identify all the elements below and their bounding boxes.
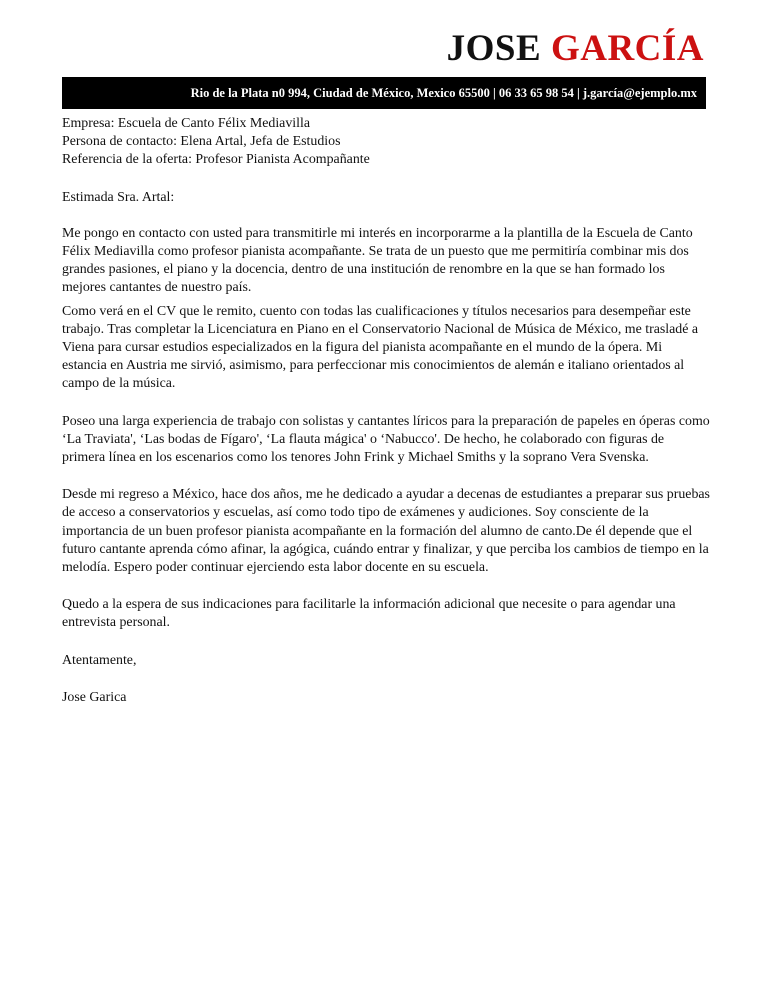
paragraph: Quedo a la espera de sus indicaciones para facilitarle la información adicional que necesite o para agendar una entrevista personal. bbox=[62, 597, 676, 631]
contact-bar bbox=[62, 77, 706, 109]
letter-body bbox=[62, 115, 710, 707]
company-line: Empresa: Escuela de Canto Félix Mediavilla bbox=[62, 116, 311, 131]
contact-person-line: Persona de contacto: Elena Artal, Jefa de Estudios bbox=[62, 134, 341, 150]
paragraph: Me pongo en contacto con usted para transmitirle mi interés en incorporarme a la plantilla de la Escuela de Canto Félix Mediavilla como profesor pianista acompañante. Se trata de un puesto que me permitiría combinar mis dos grandes pasiones, el piano y la docencia, dentro de una institución de renombre en la que se han formado los mejores cantantes de nuestro país. bbox=[62, 225, 693, 296]
paragraph: Desde mi regreso a México, hace dos años, me he dedicado a ayudar a decenas de estudiantes a preparar sus pruebas de acceso a conservatorios y escuelas, así como todo tipo de exámenes y audiciones. Soy consciente de la importancia de un buen profesor pianista acompañante en la formación del alumno de canto.De él depende que el futuro cantante aprenda cómo afinar, la agógica, cuándo entrar y finalizar, y que perciba los cambios de tiempo en la melodía. Espero poder continuar ejerciendo esta labor docente en su escuela. bbox=[62, 487, 710, 576]
job-reference-line: Referencia de la oferta: Profesor Pianista Acompañante bbox=[62, 152, 370, 168]
first-name: JOSE bbox=[446, 28, 542, 69]
closing: Atentamente, bbox=[62, 652, 137, 668]
letter-meta bbox=[62, 115, 710, 170]
paragraph: Como verá en el CV que le remito, cuento con todas las cualificaciones y títulos necesarios para desempeñar este trabajo. Tras completar la Licenciatura en Piano en el Conservatorio Nacional de Música de México, me trasladé a Viena para cursar estudios especializados en la figura del pianista acompañante en el mundo de la ópera. Mi estancia en Austria me sirvió, asimismo, para perfeccionar mis conocimientos de alemán e italiano orientados al campo de la música. bbox=[62, 303, 699, 392]
contact-line: Rio de la Plata n0 994, Ciudad de México, Mexico 65500 | 06 33 65 98 54 | j.garcía@ejemplo.mx bbox=[190, 85, 697, 100]
signature: Jose Garica bbox=[62, 689, 127, 705]
paragraph: Poseo una larga experiencia de trabajo con solistas y cantantes líricos para la preparación de papeles en óperas como ‘La Traviata', ‘Las bodas de Fígaro', ‘La flauta mágica' o ‘Nabucco'. De hecho, he colaborado con figuras de primera línea en los escenarios como los tenores John Frink y Michael Smiths y la soprano Vera Svenska. bbox=[62, 413, 710, 466]
last-name: GARCÍA bbox=[550, 28, 704, 69]
applicant-name bbox=[447, 30, 704, 67]
greeting: Estimada Sra. Artal: bbox=[62, 189, 175, 205]
